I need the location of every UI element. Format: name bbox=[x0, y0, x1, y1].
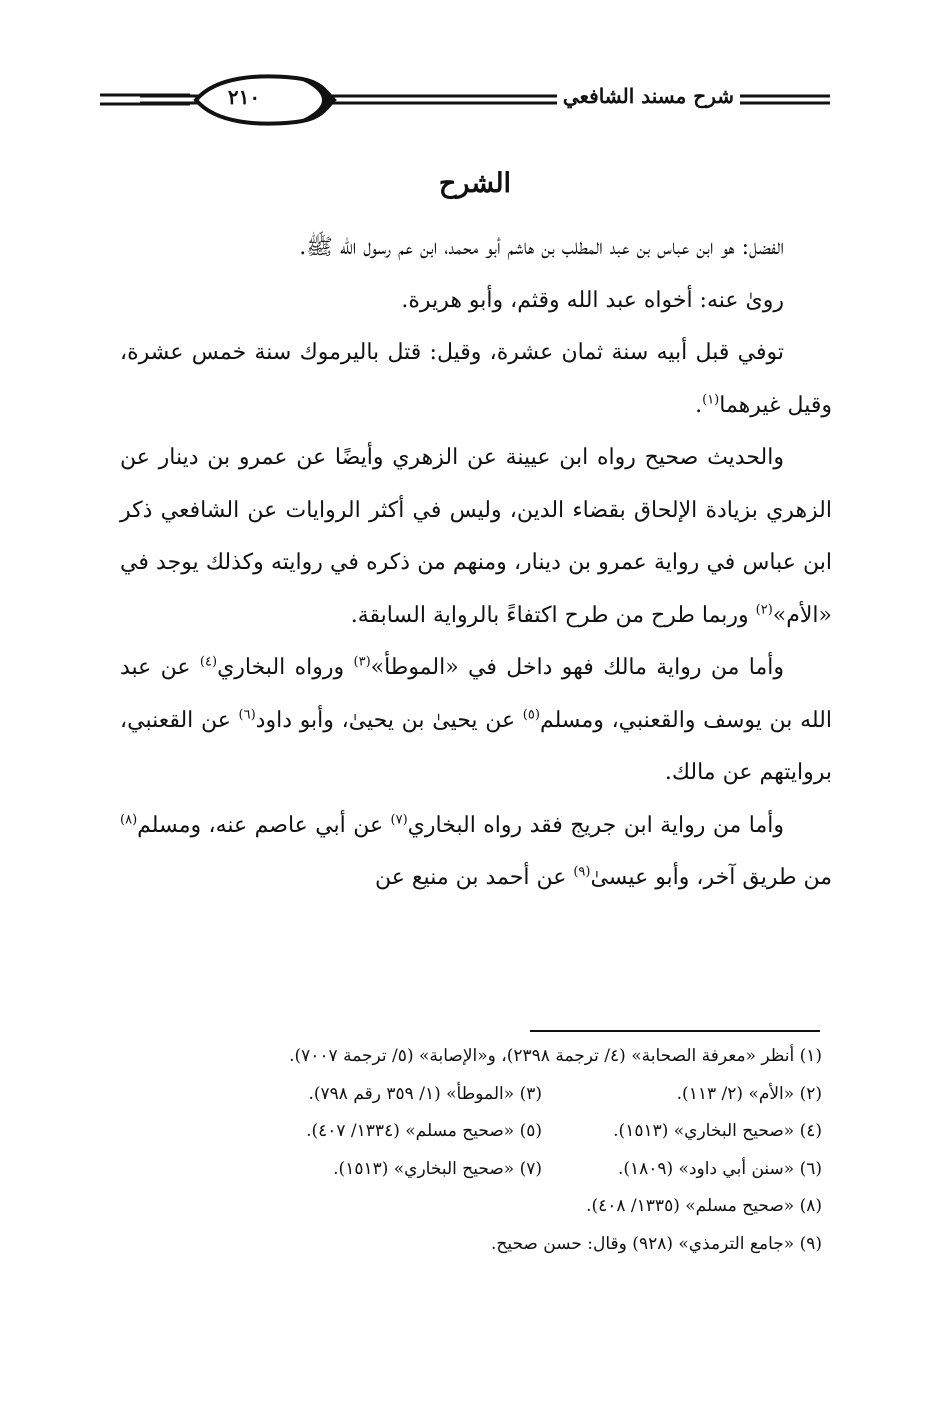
paragraph-1 bbox=[120, 222, 832, 275]
footnote-row bbox=[122, 1113, 822, 1151]
footnote-4: (٤) «صحيح البخاري» (١٥١٣). bbox=[613, 1121, 822, 1141]
section-title: الشرح bbox=[438, 168, 512, 199]
paragraph-text: توفي قبل أبيه سنة ثمان عشرة، وقيل: قتل باليرموك سنة خمس عشرة، وقيل غيرهما bbox=[120, 340, 832, 418]
footnote-ref[interactable]: (٩) bbox=[573, 864, 591, 880]
paragraph-text: وربما طرح من طرح اكتفاءً بالرواية السابقة. bbox=[350, 602, 756, 628]
footnotes bbox=[122, 1038, 822, 1263]
paragraph-text: . bbox=[695, 392, 703, 418]
footnote-row bbox=[122, 1226, 822, 1264]
paragraph-text: عن عبد الله بن يوسف والقعنبي، ومسلم bbox=[120, 655, 832, 733]
footnote-2: (٢) «الأم» (٢/ ١١٣). bbox=[676, 1083, 822, 1104]
footnote-ref[interactable]: (٥) bbox=[522, 707, 540, 723]
footnote-6: (٦) «سنن أبي داود» (١٨٠٩). bbox=[617, 1158, 822, 1179]
footnote-1: (١) أنظر «معرفة الصحابة» (٤/ ترجمة ٢٣٩٨)، و«الإصابة» (٥/ ترجمة ٧٠٠٧). bbox=[289, 1046, 822, 1066]
paragraph-6 bbox=[120, 800, 832, 905]
paragraph-3 bbox=[120, 327, 832, 432]
paragraph-text: وأما من رواية مالك فهو داخل في «الموطأ» bbox=[370, 655, 785, 680]
footnote-ref[interactable]: (٨) bbox=[120, 812, 138, 828]
footnote-row bbox=[122, 1151, 822, 1189]
footnote-row bbox=[122, 1188, 822, 1226]
footnote-3: (٣) «الموطأ» (١/ ٣٥٩ رقم ٧٩٨). bbox=[308, 1083, 542, 1104]
paragraph-text: عن أحمد بن منيع عن bbox=[374, 865, 574, 890]
footnote-ref[interactable]: (٧) bbox=[390, 812, 408, 828]
paragraph-text: عن يحيىٰ بن يحيىٰ، وأبو داود bbox=[255, 707, 523, 733]
paragraph-text: الفضل: هو ابن عباس بن عبد المطلب بن هاشم أبو محمد، ابن عم رسول الله ﷺ. bbox=[299, 235, 784, 260]
footnote-8: (٨) «صحيح مسلم» (١٣٣٥/ ٤٠٨). bbox=[586, 1196, 822, 1216]
paragraph-2 bbox=[120, 275, 832, 328]
footnote-ref[interactable]: (١) bbox=[702, 392, 720, 408]
paragraph-text: من طريق آخر، وأبو عيسىٰ bbox=[590, 865, 832, 890]
paragraph-text: والحديث صحيح رواه ابن عيينة عن الزهري وأيضًا عن عمرو بن دينار عن الزهري بزيادة الإلحاق بقضاء الدين، وليس في أكثر الروايات عن الشافعي ذكر ابن عباس في رواية عمرو بن دينار، ومنهم من ذكره في روايته وكذلك يوجد في «الأم» bbox=[120, 445, 832, 628]
paragraph-text: عن أبي عاصم عنه، ومسلم bbox=[137, 812, 391, 838]
footnote-divider bbox=[530, 1030, 820, 1032]
footnote-ref[interactable]: (٢) bbox=[755, 602, 773, 618]
footnote-ref[interactable]: (٤) bbox=[199, 654, 218, 670]
page-header bbox=[100, 70, 830, 134]
footnote-row bbox=[122, 1038, 822, 1076]
footnote-9: (٩) «جامع الترمذي» (٩٢٨) وقال: حسن صحيح. bbox=[490, 1233, 822, 1254]
paragraph-5 bbox=[120, 642, 832, 800]
running-title: شرح مسند الشافعي bbox=[557, 84, 740, 108]
footnote-7: (٧) «صحيح البخاري» (١٥١٣). bbox=[333, 1158, 542, 1179]
paragraph-text: وأما من رواية ابن جريج فقد رواه البخاري bbox=[407, 812, 784, 838]
footnote-ref[interactable]: (٣) bbox=[353, 654, 371, 670]
footnote-5: (٥) «صحيح مسلم» (١٣٣٤/ ٤٠٧). bbox=[306, 1121, 542, 1141]
footnote-row bbox=[122, 1076, 822, 1114]
paragraph-text: عن القعنبي، بروايتهم عن مالك. bbox=[120, 707, 832, 785]
paragraph-text: ورواه البخاري bbox=[217, 655, 354, 680]
footnote-ref[interactable]: (٦) bbox=[238, 707, 256, 723]
main-text bbox=[120, 222, 832, 905]
page-number: ٢١٠ bbox=[227, 85, 261, 109]
paragraph-4 bbox=[120, 432, 832, 642]
paragraph-text: روىٰ عنه: أخواه عبد الله وقثم، وأبو هريرة. bbox=[401, 287, 784, 313]
